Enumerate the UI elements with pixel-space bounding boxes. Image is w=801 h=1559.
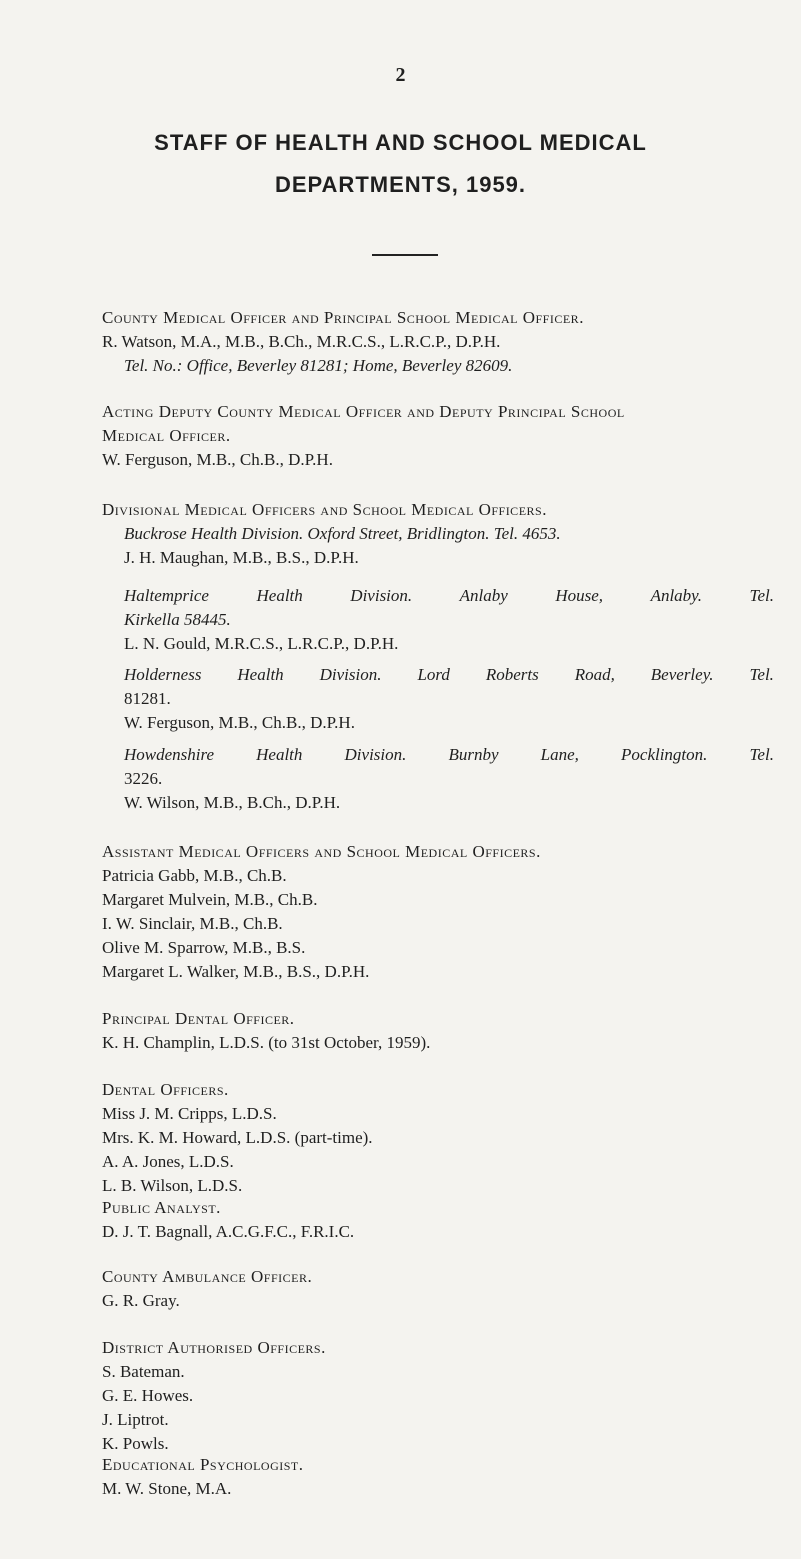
section-district-authorised-officers <box>102 1336 774 1456</box>
officer-name: Patricia Gabb, M.B., Ch.B. <box>102 866 287 885</box>
officer-name: G. E. Howes. <box>102 1386 194 1405</box>
division-line-continued: Kirkella 58445. <box>124 610 231 629</box>
section-heading: Assistant Medical Officers and School Medical Officers. <box>102 842 541 861</box>
officer-name: W. Ferguson, M.B., Ch.B., D.P.H. <box>102 450 333 469</box>
section-heading: Divisional Medical Officers and School Medical Officers. <box>102 500 547 519</box>
officer-name: K. H. Champlin, L.D.S. (to 31st October, 1959). <box>102 1033 431 1052</box>
officer-name: J. Liptrot. <box>102 1410 169 1429</box>
officer-name: W. Wilson, M.B., B.Ch., D.P.H. <box>124 793 341 812</box>
officer-name: A. A. Jones, L.D.S. <box>102 1152 234 1171</box>
word: Holderness <box>124 665 202 684</box>
word: Lane, <box>540 745 579 764</box>
section-heading: Principal Dental Officer. <box>102 1009 295 1028</box>
officer-name: L. N. Gould, M.R.C.S., L.R.C.P., D.P.H. <box>124 634 399 653</box>
section-county-medical-officer <box>102 306 774 378</box>
word: Health <box>256 586 303 605</box>
word: Anlaby. <box>650 586 703 605</box>
officer-name: G. R. Gray. <box>102 1291 180 1310</box>
division-line <box>102 743 774 767</box>
officer-name: Mrs. K. M. Howard, L.D.S. (part-time). <box>102 1128 373 1147</box>
section-deputy-medical-officer <box>102 400 774 472</box>
division-line-continued: 81281. <box>124 689 171 708</box>
section-heading: Public Analyst. <box>102 1198 221 1217</box>
officer-name: M. W. Stone, M.A. <box>102 1479 232 1498</box>
section-heading: County Ambulance Officer. <box>102 1267 313 1286</box>
word: Tel. <box>749 586 774 605</box>
telephone-line: Tel. No.: Office, Beverley 81281; Home, Beverley 82609. <box>124 356 513 375</box>
section-heading: County Medical Officer and Principal School Medical Officer. <box>102 308 584 327</box>
division-haltemprice <box>102 584 774 656</box>
word: Haltemprice <box>124 586 209 605</box>
word: Tel. <box>749 745 774 764</box>
officer-name: I. W. Sinclair, M.B., Ch.B. <box>102 914 283 933</box>
division-holderness <box>102 663 774 735</box>
word: Division. <box>350 586 413 605</box>
word: Lord <box>417 665 450 684</box>
section-assistant-medical-officers <box>102 840 774 984</box>
section-heading: District Authorised Officers. <box>102 1338 326 1357</box>
page-title-line-2: DEPARTMENTS, 1959. <box>274 172 527 197</box>
section-ambulance-officer <box>102 1265 774 1313</box>
word: Health <box>237 665 284 684</box>
section-heading: Acting Deputy County Medical Officer and Deputy Principal School <box>102 402 625 421</box>
section-heading: Dental Officers. <box>102 1080 229 1099</box>
division-line-continued: 3226. <box>124 769 163 788</box>
word: Road, <box>574 665 615 684</box>
officer-name: J. H. Maughan, M.B., B.S., D.P.H. <box>124 548 359 567</box>
division-buckrose: Buckrose Health Division. Oxford Street, Bridlington. Tel. 4653. <box>124 524 561 543</box>
word: Roberts <box>485 665 539 684</box>
word: Tel. <box>749 665 774 684</box>
officer-name: S. Bateman. <box>102 1362 185 1381</box>
section-principal-dental-officer <box>102 1007 774 1055</box>
section-educational-psychologist <box>102 1453 774 1501</box>
section-public-analyst <box>102 1196 774 1244</box>
word: Division. <box>344 745 407 764</box>
title-rule <box>372 254 438 256</box>
word: Division. <box>319 665 382 684</box>
section-divisional-medical-officers <box>102 498 774 570</box>
page-number: 2 <box>395 64 406 86</box>
section-heading-continued: Medical Officer. <box>102 426 231 445</box>
division-line <box>102 663 774 687</box>
officer-name: K. Powls. <box>102 1434 169 1453</box>
officer-name: Margaret Mulvein, M.B., Ch.B. <box>102 890 318 909</box>
word: Beverley. <box>650 665 714 684</box>
section-dental-officers <box>102 1078 774 1198</box>
word: Pocklington. <box>621 745 708 764</box>
word: Burnby <box>448 745 499 764</box>
word: House, <box>555 586 604 605</box>
officer-name: Margaret L. Walker, M.B., B.S., D.P.H. <box>102 962 370 981</box>
division-howdenshire <box>102 743 774 815</box>
officer-name: Olive M. Sparrow, M.B., B.S. <box>102 938 306 957</box>
word: Health <box>256 745 303 764</box>
officer-name: L. B. Wilson, L.D.S. <box>102 1176 243 1195</box>
section-heading: Educational Psychologist. <box>102 1455 304 1474</box>
word: Anlaby <box>459 586 508 605</box>
officer-name: W. Ferguson, M.B., Ch.B., D.P.H. <box>124 713 355 732</box>
word: Howdenshire <box>124 745 215 764</box>
officer-name: Miss J. M. Cripps, L.D.S. <box>102 1104 277 1123</box>
division-line <box>102 584 774 608</box>
page-title-line-1: STAFF OF HEALTH AND SCHOOL MEDICAL <box>154 130 647 155</box>
officer-name: R. Watson, M.A., M.B., B.Ch., M.R.C.S., L.R.C.P., D.P.H. <box>102 332 501 351</box>
officer-name: D. J. T. Bagnall, A.C.G.F.C., F.R.I.C. <box>102 1222 355 1241</box>
